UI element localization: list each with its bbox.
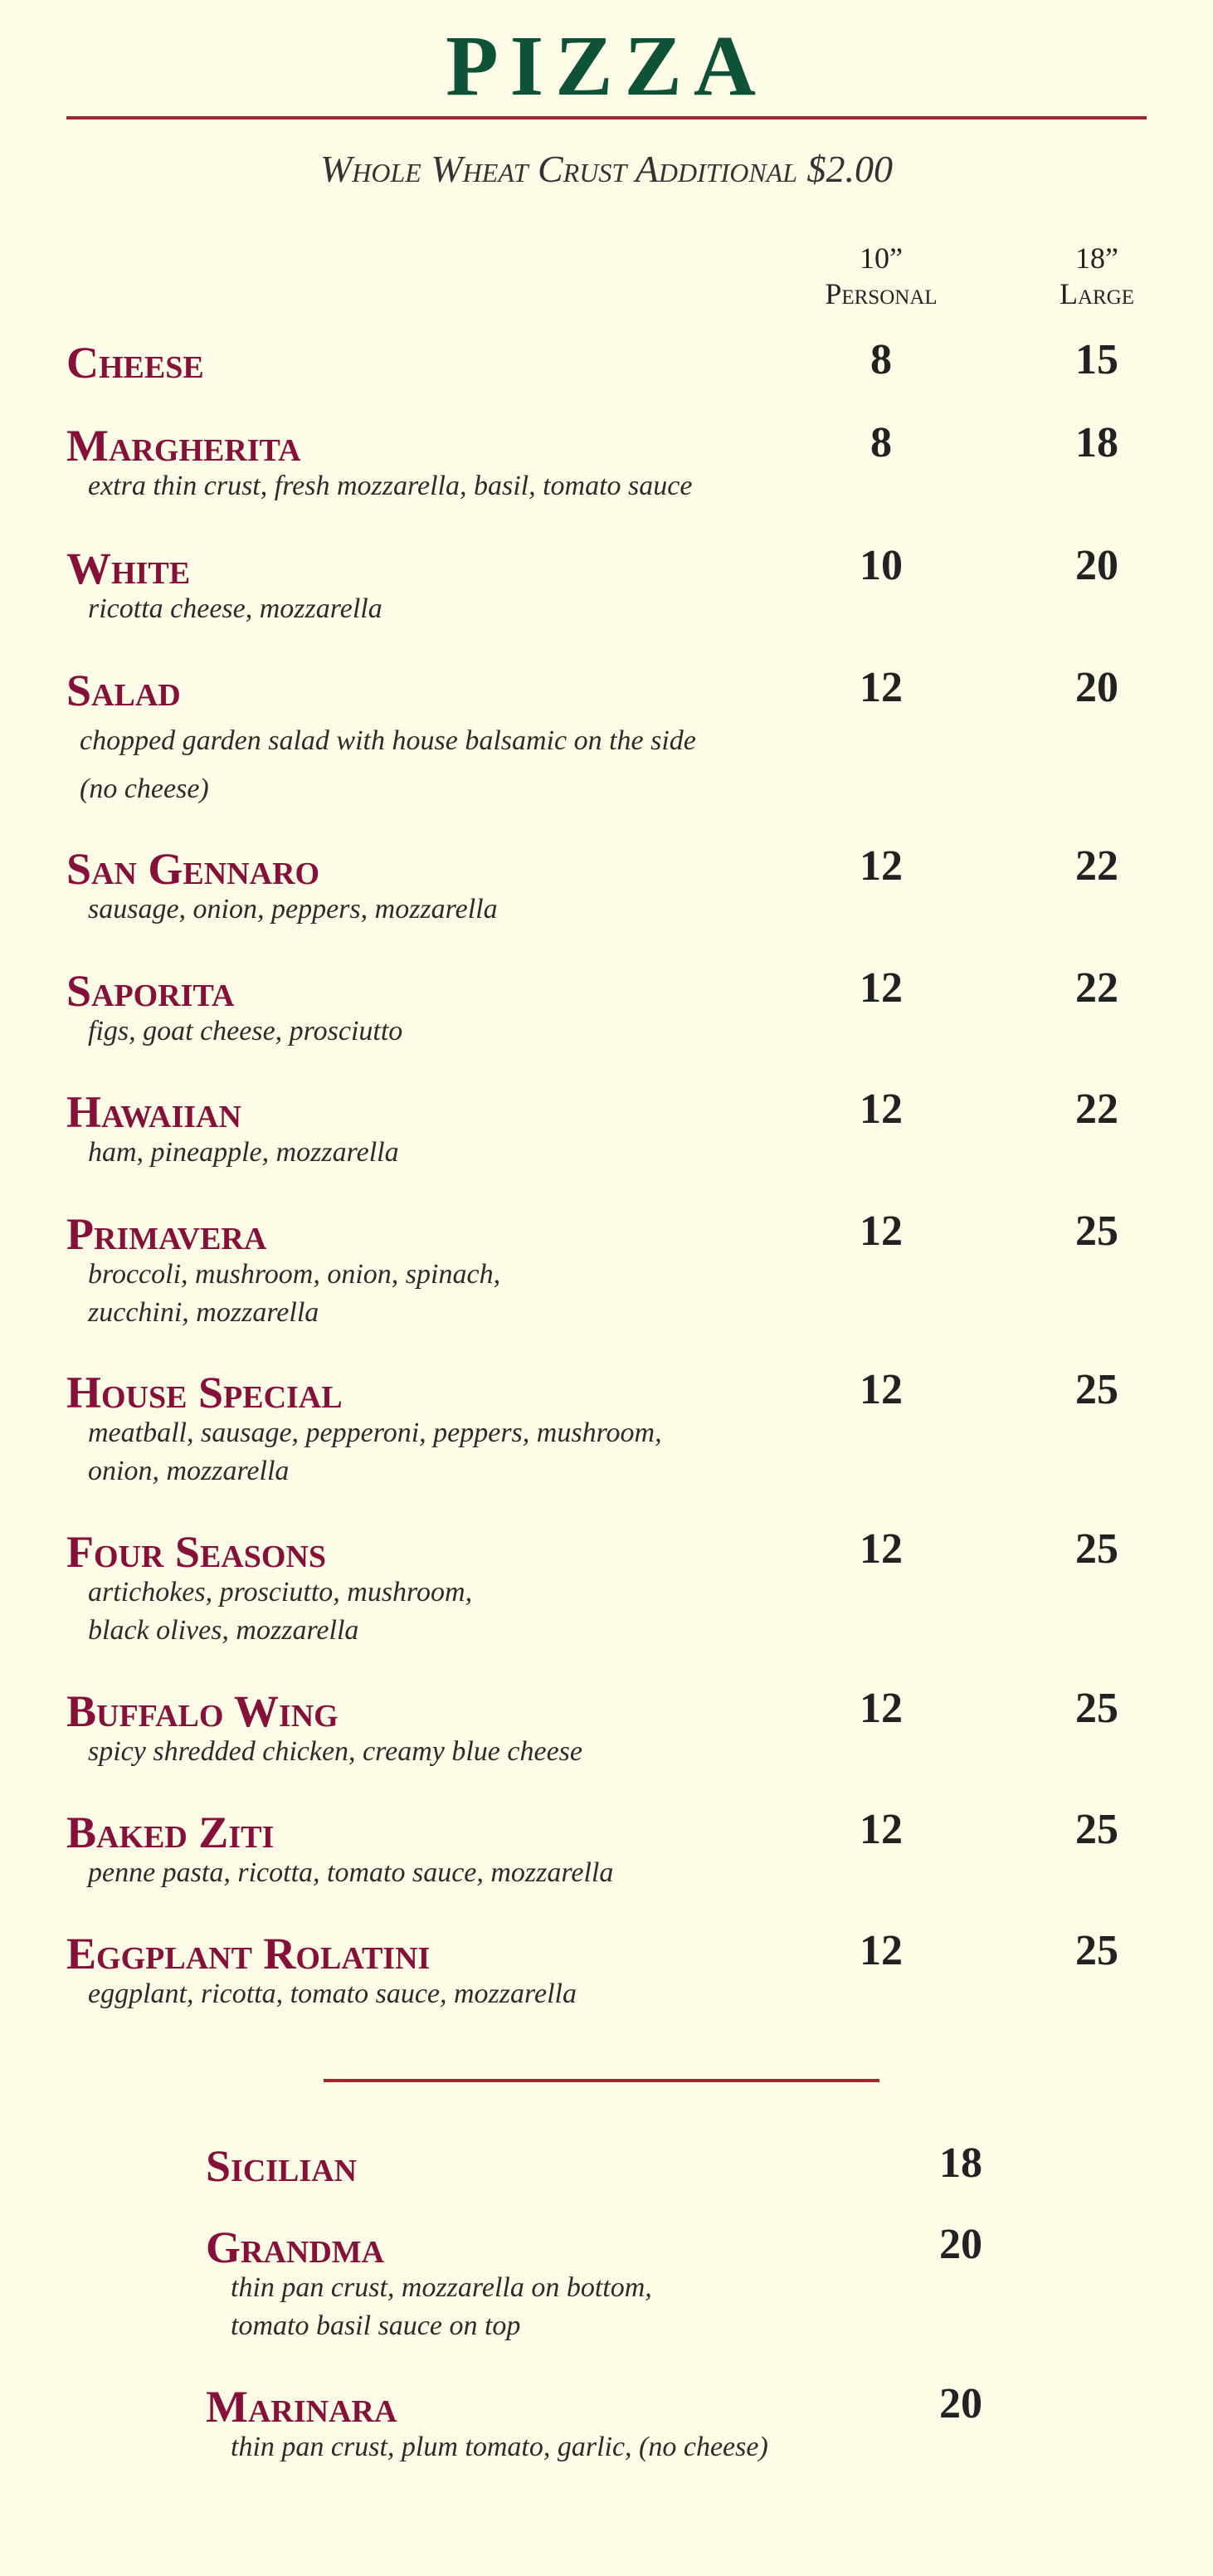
price-personal: 12 bbox=[860, 1525, 903, 1573]
price-large: 22 bbox=[1075, 842, 1118, 890]
price-large: 22 bbox=[1075, 1086, 1118, 1133]
item-name: Primavera bbox=[66, 1209, 267, 1259]
item-name: Buffalo Wing bbox=[66, 1686, 339, 1736]
item-description: penne pasta, ricotta, tomato sauce, mozzarella bbox=[88, 1857, 614, 1888]
item-name: Baked Ziti bbox=[66, 1808, 275, 1857]
price-personal: 12 bbox=[860, 842, 903, 890]
item-description: thin pan crust, mozzarella on bottom, bbox=[231, 2272, 652, 2303]
price-large: 25 bbox=[1075, 1927, 1118, 1974]
price-personal: 12 bbox=[860, 1366, 903, 1413]
price-personal: 10 bbox=[860, 542, 903, 589]
column-header-personal bbox=[790, 241, 972, 312]
menu-title: PIZZA bbox=[446, 18, 767, 114]
column-size: 10” bbox=[860, 242, 903, 275]
price-large: 25 bbox=[1075, 1525, 1118, 1573]
item-name: San Gennaro bbox=[66, 844, 320, 894]
item-description: broccoli, mushroom, onion, spinach, bbox=[88, 1259, 501, 1290]
item-name: Cheese bbox=[66, 338, 204, 388]
item-description: spicy shredded chicken, creamy blue cheese bbox=[88, 1736, 582, 1767]
item-name: House Special bbox=[66, 1368, 343, 1417]
price-personal: 12 bbox=[860, 964, 903, 1012]
column-label: Large bbox=[1059, 277, 1135, 311]
price-personal: 12 bbox=[860, 1086, 903, 1133]
price-personal: 12 bbox=[860, 1685, 903, 1732]
section-divider bbox=[324, 2079, 879, 2082]
item-name: Grandma bbox=[206, 2222, 385, 2272]
price-large: 22 bbox=[1075, 964, 1118, 1012]
top-divider bbox=[66, 116, 1147, 120]
item-description: ricotta cheese, mozzarella bbox=[88, 593, 382, 624]
price-large: 20 bbox=[1075, 664, 1118, 711]
price-personal: 8 bbox=[870, 419, 892, 466]
price-personal: 12 bbox=[860, 1927, 903, 1974]
item-description: zucchini, mozzarella bbox=[88, 1297, 319, 1328]
price-large: 15 bbox=[1075, 336, 1118, 383]
item-description: meatball, sausage, pepperoni, peppers, mushroom, bbox=[88, 1417, 662, 1448]
item-name: White bbox=[66, 544, 191, 593]
whole-wheat-note: Whole Wheat Crust Additional $2.00 bbox=[319, 148, 894, 190]
item-name: Hawaiian bbox=[66, 1087, 241, 1137]
price-personal: 12 bbox=[860, 1806, 903, 1853]
price: 20 bbox=[939, 2221, 982, 2268]
price-large: 20 bbox=[1075, 542, 1118, 589]
price-large: 18 bbox=[1075, 419, 1118, 466]
item-name: Sicilian bbox=[206, 2141, 358, 2191]
column-size: 18” bbox=[1075, 242, 1118, 275]
item-description: ham, pineapple, mozzarella bbox=[88, 1137, 399, 1168]
price-personal: 12 bbox=[860, 664, 903, 711]
item-name: Marinara bbox=[206, 2382, 397, 2432]
item-name: Four Seasons bbox=[66, 1527, 327, 1577]
item-description: figs, goat cheese, prosciutto bbox=[88, 1016, 403, 1046]
item-description: tomato basil sauce on top bbox=[231, 2310, 521, 2341]
item-name: Eggplant Rolatini bbox=[66, 1929, 431, 1978]
price-large: 25 bbox=[1075, 1806, 1118, 1853]
price-large: 25 bbox=[1075, 1685, 1118, 1732]
price: 20 bbox=[939, 2380, 982, 2427]
item-description: eggplant, ricotta, tomato sauce, mozzarella bbox=[88, 1978, 577, 2009]
price-large: 25 bbox=[1075, 1208, 1118, 1255]
price-large: 25 bbox=[1075, 1366, 1118, 1413]
column-header-large bbox=[1006, 241, 1188, 312]
price: 18 bbox=[939, 2139, 982, 2187]
item-description: thin pan crust, plum tomato, garlic, (no cheese) bbox=[231, 2432, 768, 2462]
item-description: (no cheese) bbox=[80, 773, 209, 804]
item-name: Margherita bbox=[66, 421, 301, 471]
column-label: Personal bbox=[825, 277, 938, 311]
item-description: onion, mozzarella bbox=[88, 1456, 290, 1486]
price-personal: 12 bbox=[860, 1208, 903, 1255]
item-name: Saporita bbox=[66, 966, 235, 1016]
item-description: sausage, onion, peppers, mozzarella bbox=[88, 894, 498, 925]
price-personal: 8 bbox=[870, 336, 892, 383]
item-name: Salad bbox=[66, 666, 181, 715]
item-description: extra thin crust, fresh mozzarella, basil, tomato sauce bbox=[88, 471, 693, 501]
item-description: black olives, mozzarella bbox=[88, 1615, 359, 1646]
item-description: chopped garden salad with house balsamic on the side bbox=[80, 725, 696, 756]
item-description: artichokes, prosciutto, mushroom, bbox=[88, 1577, 473, 1608]
